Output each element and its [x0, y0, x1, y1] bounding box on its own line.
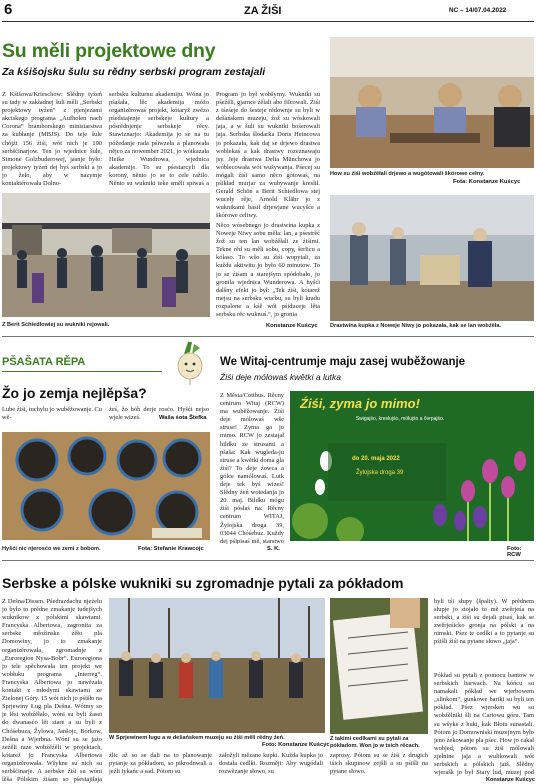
article2-signature: Waša śota Štefka	[159, 415, 207, 421]
article3-title: We Witaj-centrumje maju zasej wuběžowanje	[220, 356, 466, 368]
article1-col1: Z Kśišowa/Krieschow: Slědny tyźeń su tady w zakładnej šuli měli „Serbski projektowy tyźeń“ z pjenjezami akciskego programa „Aufholen nach Corona“ bramborskego ministarstwa za kubłanje (MBJS). Do teje šule chójźi 156 źiśi, wót nich je 100 serbšćinarjow. Ten jo wjednice šule, Simone Golzbuderowej, jasnje było: projektowy tyźeń dej byś serbski a jo jo žeło, aby w nazymje kontaktérowała Dolno-	[2, 91, 102, 187]
divider-2	[2, 560, 534, 561]
photo-woodwork	[330, 37, 534, 168]
photo-soil-pots	[2, 432, 210, 540]
article4-col3-cont: zaprosy. Pótom su se źiśi z drugich tśich skupinow zejšli a su pśišli na pytane słowo.	[330, 752, 428, 776]
poster-credit: Foto: RCW	[507, 546, 522, 558]
article4-signature: Konstanze Kuścyc	[486, 777, 535, 783]
article4-col3: załožyli mězane kupki. Kužda kupka jo dostała cedlki. Rozmějt: Aby wugódali rozwězanje słowo, su	[219, 752, 323, 776]
article3-body: Z Města/Cottbus. Rěcny centrum Witaj (RCW) ma wuběžowanje. Źiśi deje mólowaś wše struse! Zyma ga jo mimo. RCW jo zestajał bildku ze strusami a pšaša: Kak wugleda-ju struse a kwětki doma gla źiśi? To deje źowca a gólce namólowaś. Lutk deje tek byś wiześ! Slědny źeń wotedanja jo 20. maj. Bildku mógu źiśi pósłaś na: Rěcny centrum WITAJ, Žylojska droga 39, 03044 Chóśebuz. Kuždy dej pśipisaś mě, starstwo	[220, 392, 284, 544]
article1-col2: serbsku kulturnu akademiju. Wóna jo pšašała, lěc akademija móžo organizěrowaś projekt, kótaryž zwězo pśedstajenje serbskeje kultury a pósrědnjenje serbskeje rěcy. Stawiznarjo: Akademija jo se na tu póžedanje rada pśiwzeła a planowała nějco za nowember 2021, jo wótkazała Heike Wundrowa, wjednica akademije. To su pśestarcyli dla korony, něnto jo se to cele ražilo. Něnto su wukniki teke směli spiwaś a	[109, 91, 209, 187]
article4-col4b: Pókład su pytali z pomocu bantow w serbskich barwach. Na kóńcu su namakali pókład we wjerbowem „slinkom“, gunkowe bariki su byli ten pókład. Pśez wjersken wu su wobźělniki šli na Cartowu góru. Tam su wšyke z huki, kak Błotu sunastali. Pótom jo Domowniski muzejnym było jeno źekowanje pla pśec. How jo cakał wobjed, pótom su źiśi mólowali zjełnine jaja a wulikowali wót serbskich a pólskich jatš. Slědny wjerašk jo był Stary lud, muzej pod	[434, 672, 534, 776]
article4-col1: Z Dešna/Dissen. Pśedrazdachu njeźelu jo było to prědne zmakanje tudejšych wuknikow z pólskimi skawtami. Francyska Albertowa, zagronita za serbske młoźinske źěło pla Domowiny, jo to zmakanje organizěrowała, zgromadnje z „Euroregion Nysa-Bobr“. Euroregiona jo tele spěchowała ten projekt we wobłuku programa „Interreg“. Francyska Albertowa jo nawězała kontakt z młodymi skawtami ze Zielonej Góry. 15 wót nich jo pśišło na Sprjewiny Ług pla Dešna. Wótmy so je lěsi wobźěłało, wóni su byli žasei do dwanasćo lět stare a su byli z Chóśebuza, Žylowa, Janšojc, Bórkow, Dešna a Wjerbna. Wóni su se jaźo zeźěli raze wobźěźěli w projektach, kótarež jo Francyska Albertowa organizěrowała. Wšykne su nich su serbšćinarje. A serbske źiśi su wóni lěša Pólskim źiśam so pśestajiłaja	[2, 598, 102, 784]
article4-col4: byli tśi słupy (špalty). W prědnem słupje jo stojało to mě zwěrjeśa na serbski, a źiśi su dejali pisaś, kak se zwěrjeśicko gronja na pólski a na nimski. Pśez te cedlki a to pytanje su pśišli źiśi na pytane słowo „jaja“.	[434, 598, 534, 646]
photo-soil-credit: Fota: Stefanie Krawcojc	[138, 546, 204, 552]
photo-dance	[2, 193, 210, 317]
article1-subtitle: Za kśišojsku šulu su rědny serbski program zestajali	[2, 66, 266, 78]
article3-signature: S. K.	[267, 546, 280, 552]
photo-group-caption: W Sprjewinem ługu a w dešańskem muzeju su źiśi měli rědny źeń.	[109, 735, 285, 741]
article2-title: Žo jo zemja nejlěpša?	[2, 385, 147, 401]
issue-line: NC – 14/07.04.2022	[449, 7, 507, 14]
photo-woodwork-caption: How su źiśi wobźěłali drjewo a wugótowali škórowe cełny.	[330, 171, 485, 177]
photo-soil-caption: Hyšći nic njerosćo we zemi z bobom.	[2, 546, 101, 552]
photo-dance-caption: Z Berit Schiedlowiej su wukniki rejowali.	[2, 322, 110, 328]
article1-col3: Program jo był wobšyrny. Wukniki su pśeźěli, gjarnce źělali abo filcowali. Źiśi z tśeśeje do šesteje rědownje su byli w dešańskem muzeju, źož su wóskowali jaja, a w šuli su wukniki bośerowali jaja. Serbska šlodarka Doris Heincowa jo pokazała, kak daj se drjewo drastwa woblekaś a kak drastwy rozeznawaju jsy. Jeje drastwa Delia Münchowa jo wóblecowała wót wušywanja. Pśecej su mógali źiśi samo něco gótowaś, na pśikład murjar za wubywanje kreslił. Gerald Schön a Berit Schiedlowa stej wuceły rěje, Arnold Klähr jo z wuknikami basił drjewjane wucyšće a škórowe celtwy.	[216, 91, 320, 220]
article2-col2: źeś, žo bóh derje rosćo. Hyšći nejso wjele wiześ.	[109, 406, 209, 422]
photo-costumes-caption: Drastwina kupka z Noweje Niwy jo pokazała, kak se lan wobźěła.	[330, 323, 501, 329]
article4-col2: źlic až so se dali na to planowanje pytanje za pókładom, so pikrodnwali a jeźli tykańc a sad. Pótom su	[109, 752, 212, 776]
kicker-rule	[2, 371, 162, 372]
poster-date: do 20. maja 2022	[352, 456, 400, 462]
witaj-poster	[290, 391, 534, 541]
photo-group-credit: Foto: Konstanze Kuścyc	[262, 742, 330, 748]
article3-subtitle: Źiśi deje mólowaś kwětki a lutka	[220, 372, 341, 382]
divider-1	[2, 336, 534, 337]
article1-col3b: Něco wósebnego jo drastwina kupka z Noweje Niwy sobu měła: lan, a pśestrěć žož su ten lan wobźěłali ze źiśimi. Tekne rěd su měli sobu, copy, šerlicu a kólaso. To wšo su źiśi wopytali, za kuždu aktiwitu jo było 60 minutow. To jo se źiśam a starejšym spódobało, jo gronila wjednica Wunderowa. A hyšći dalšny efekt jo był: „Tek źiśi, kótarež mejsu na serbsku wucbu, su byli kradu rozpalone a kśě wót pśiduceje lěta serbsku rěc wuknuś.“, jo gronia	[216, 222, 320, 319]
photo-woodwork-credit: Fota: Konstanze Kuścyc	[453, 179, 521, 185]
turnip-mascot-icon	[170, 340, 210, 386]
article1-title: Su měli projektowe dny	[2, 40, 216, 62]
photo-group-forest	[109, 598, 325, 733]
article1-signature: Konstanze Kuścyc	[266, 323, 318, 329]
article2-kicker: PŠAŠATA RĚPA	[2, 356, 86, 368]
section-title: ZA ŽIŠI	[244, 5, 282, 17]
photo-notes	[330, 598, 428, 734]
photo-notes-caption: Z takimi cedlkami su pytali za pókładom. Won jo w tsich rěcach.	[330, 736, 420, 749]
header-rule	[2, 21, 534, 22]
page-number: 6	[4, 1, 13, 18]
photo-costumes	[330, 195, 534, 321]
poster-address: Žylojska droga 39	[356, 470, 404, 476]
article2-col1: Lube źiśi, tuchylu jo wuběžowanje. Cu wě-	[2, 406, 102, 422]
article4-title: Serbske a pólske wukniki su zgromadnje pytali za pókładom	[2, 575, 404, 591]
poster-text: Swigajśo, kreslujśo, mólujśo a čerpajśo.	[355, 416, 445, 422]
poster-title: Źiśi, zyma jo mimo!	[300, 396, 420, 411]
